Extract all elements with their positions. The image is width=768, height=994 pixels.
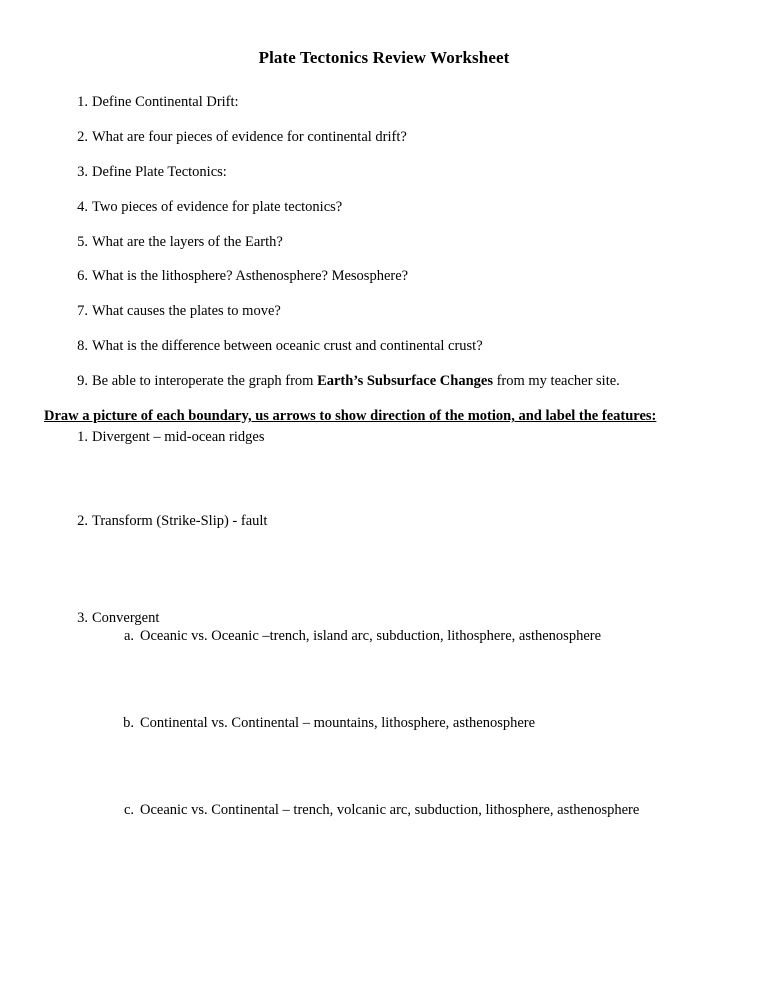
list-item-label: Oceanic vs. Continental – trench, volcanic arc, subduction, lithosphere, asthenosphere	[140, 802, 640, 819]
graph-question-emphasis: Earth’s Subsurface Changes	[317, 373, 493, 390]
list-item-label: Define Plate Tectonics:	[92, 163, 227, 180]
section-heading-boundaries: Draw a picture of each boundary, us arrows to show direction of the motion, and label the features:	[44, 408, 657, 425]
list-item-number: c.	[123, 802, 134, 819]
list-item-number: 6.	[77, 268, 88, 285]
list-item	[56, 234, 712, 251]
drawing-space-continental-continental	[140, 732, 712, 802]
list-item-label: What causes the plates to move?	[92, 303, 281, 320]
list-item-label	[92, 373, 620, 389]
list-item-number: 7.	[77, 303, 88, 320]
drawing-space-divergent	[92, 447, 712, 513]
list-item-number: 2.	[77, 128, 88, 145]
list-item-number: 9.	[77, 373, 88, 390]
list-item-number: 5.	[77, 233, 88, 250]
list-item-label: What is the lithosphere? Asthenosphere? Mesosphere?	[92, 268, 409, 285]
list-item-label: Oceanic vs. Oceanic –trench, island arc, subduction, lithosphere, asthenosphere	[140, 627, 602, 644]
list-item-number: 4.	[77, 198, 88, 215]
list-item	[92, 715, 712, 802]
list-item-label: Continental vs. Continental – mountains, lithosphere, asthenosphere	[140, 714, 536, 731]
list-item	[56, 268, 712, 285]
list-item	[56, 303, 712, 320]
list-item-number: 1.	[77, 429, 88, 446]
list-item	[56, 513, 712, 610]
graph-question-prefix: Be able to interoperate the graph from	[92, 373, 318, 390]
list-item-number: 2.	[77, 512, 88, 529]
list-item	[56, 199, 712, 216]
list-item	[56, 164, 712, 181]
list-item-label: What is the difference between oceanic crust and continental crust?	[92, 338, 483, 355]
list-item-number: 8.	[77, 338, 88, 355]
list-item-number: 3.	[77, 610, 88, 627]
list-item-number: a.	[123, 627, 134, 644]
list-item-label: Define Continental Drift:	[92, 94, 239, 110]
list-item-label: What are four pieces of evidence for continental drift?	[92, 128, 407, 145]
boundary-list	[56, 429, 712, 889]
list-item-label: Divergent – mid-ocean ridges	[92, 429, 265, 446]
list-item-graph-question	[56, 373, 712, 390]
list-item	[92, 628, 712, 715]
question-list	[56, 94, 712, 391]
convergent-sublist	[92, 628, 712, 890]
list-item	[56, 429, 712, 512]
list-item	[56, 129, 712, 146]
drawing-space-transform	[92, 530, 712, 610]
list-item-label: Two pieces of evidence for plate tectonics?	[92, 198, 343, 215]
page-title: Plate Tectonics Review Worksheet	[258, 48, 510, 67]
drawing-space-oceanic-oceanic	[140, 645, 712, 715]
list-item	[92, 802, 712, 889]
list-item	[56, 610, 712, 890]
list-item-number: 3.	[77, 163, 88, 180]
list-item-number: 1.	[77, 94, 88, 110]
drawing-space-oceanic-continental	[140, 820, 712, 890]
list-item	[56, 94, 712, 111]
list-item-number: b.	[123, 714, 134, 731]
list-item-label: Convergent	[92, 610, 160, 627]
list-item-label: Transform (Strike-Slip) - fault	[92, 512, 268, 529]
list-item-label: What are the layers of the Earth?	[92, 233, 283, 250]
graph-question-suffix: from my teacher site.	[492, 373, 620, 390]
list-item	[56, 338, 712, 355]
